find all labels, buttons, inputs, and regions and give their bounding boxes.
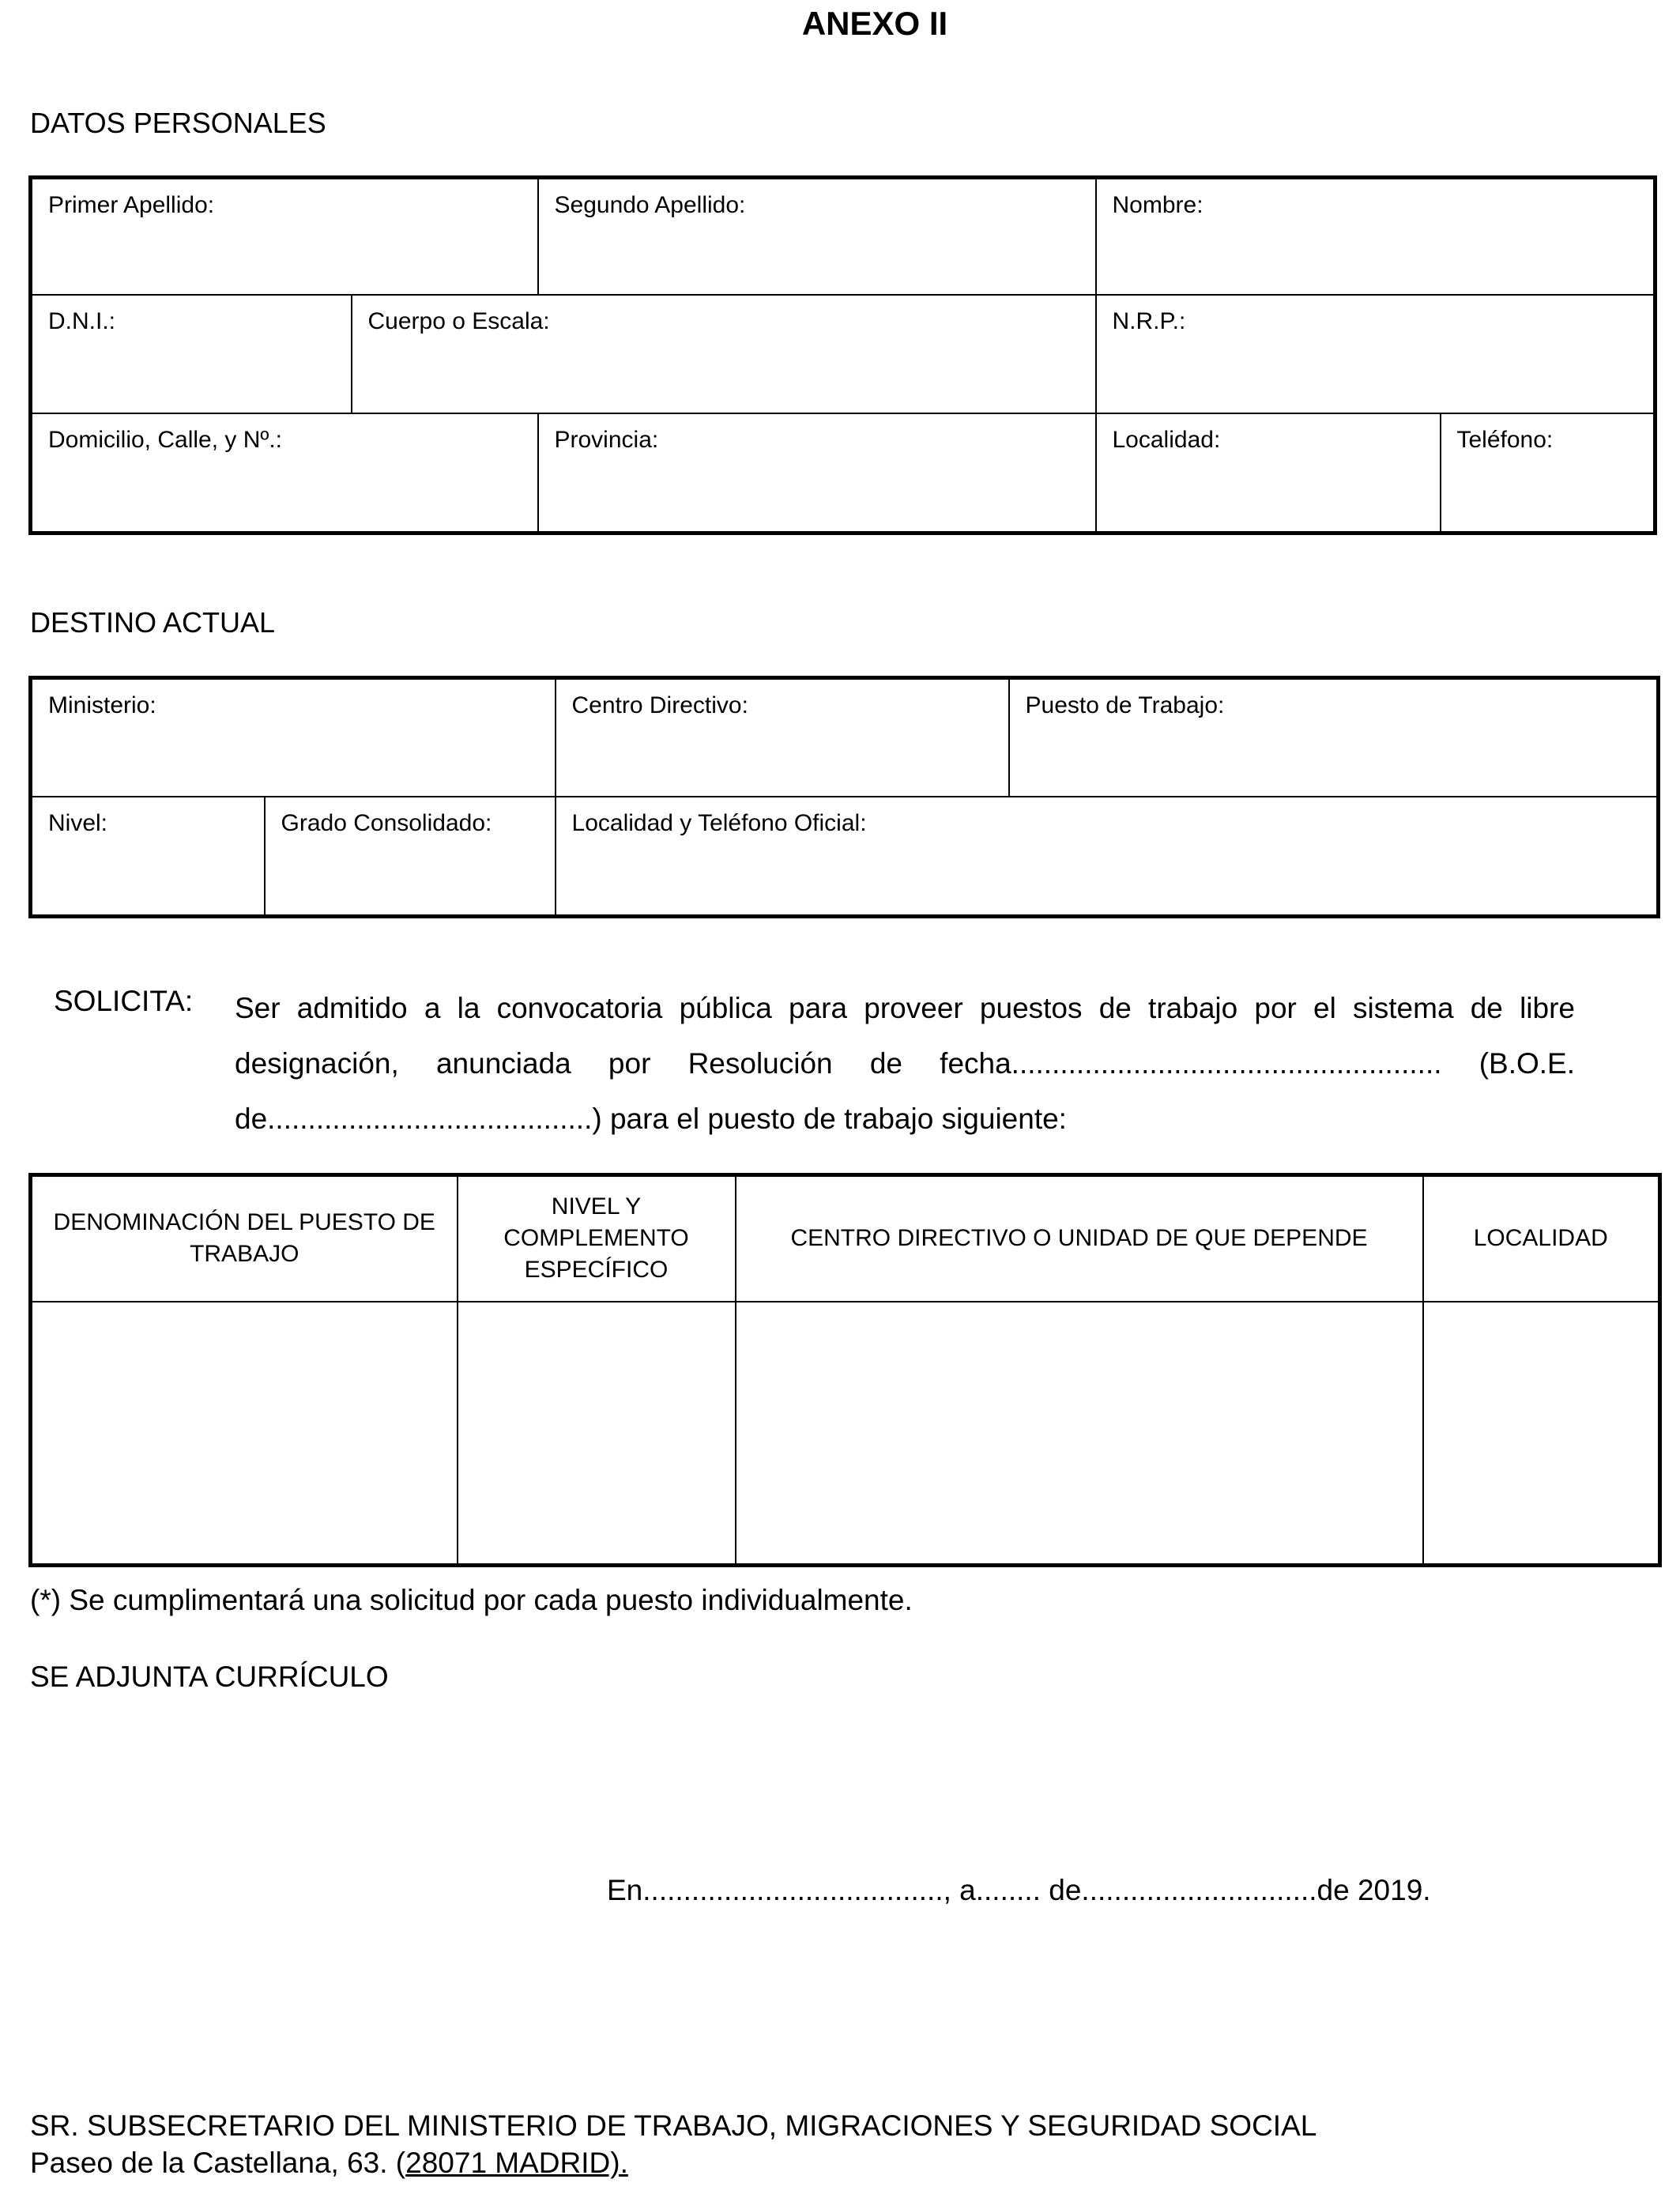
grado-consolidado-label: Grado Consolidado:: [281, 809, 492, 836]
denominacion-cell[interactable]: [31, 1302, 458, 1566]
header-localidad: LOCALIDAD: [1423, 1175, 1660, 1302]
destinatario-line2: [30, 2147, 628, 2180]
cuerpo-escala-field[interactable]: [352, 295, 1096, 413]
dni-field[interactable]: [31, 295, 352, 413]
ministerio-label: Ministerio:: [48, 692, 156, 718]
destino-actual-heading: DESTINO ACTUAL: [30, 606, 276, 639]
puesto-table: [28, 1173, 1662, 1567]
telefono-label: Teléfono:: [1456, 426, 1554, 453]
fecha-line: En....................................., a........ de.............................de 2019.: [607, 1874, 1431, 1906]
header-centro-directivo: CENTRO DIRECTIVO O UNIDAD DE QUE DEPENDE: [736, 1175, 1423, 1302]
header-denominacion: DENOMINACIÓN DEL PUESTO DE TRABAJO: [31, 1175, 458, 1302]
destinatario-line1: SR. SUBSECRETARIO DEL MINISTERIO DE TRABAJO, MIGRACIONES Y SEGURIDAD SOCIAL: [30, 2109, 1317, 2142]
domicilio-field[interactable]: [31, 413, 538, 533]
page-title: ANEXO II: [801, 5, 948, 42]
nivel-complemento-cell[interactable]: [458, 1302, 736, 1566]
puesto-trabajo-label: Puesto de Trabajo:: [1025, 692, 1225, 718]
puesto-trabajo-field[interactable]: [1009, 678, 1659, 797]
nivel-field[interactable]: [31, 797, 265, 917]
datos-personales-heading: DATOS PERSONALES: [30, 107, 326, 139]
nrp-label: N.R.P.:: [1112, 307, 1186, 334]
nombre-label: Nombre:: [1112, 192, 1203, 218]
centro-directivo-field[interactable]: [556, 678, 1009, 797]
segundo-apellido-label: Segundo Apellido:: [554, 192, 746, 218]
cuerpo-escala-label: Cuerpo o Escala:: [367, 307, 550, 334]
solicita-label: SOLICITA:: [54, 985, 194, 1017]
localidad-cell[interactable]: [1423, 1302, 1660, 1566]
dni-label: D.N.I.:: [48, 307, 116, 334]
ministerio-field[interactable]: [31, 678, 556, 797]
localidad-telefono-field[interactable]: [556, 797, 1659, 917]
provincia-label: Provincia:: [554, 426, 659, 453]
segundo-apellido-field[interactable]: [538, 178, 1096, 295]
primer-apellido-label: Primer Apellido:: [48, 192, 215, 218]
datos-personales-table: [28, 175, 1657, 535]
localidad-label: Localidad:: [1112, 426, 1221, 453]
solicita-text: Ser admitido a la convocatoria pública para proveer puestos de trabajo por el sistema de libre designación, anunciada por Resolución de fecha..................................................... (B.O.E. de........................................) para el puesto de trabajo siguiente:: [235, 992, 1575, 1135]
address-prefix: Paseo de la Castellana, 63. (: [30, 2147, 406, 2179]
footnote: (*) Se cumplimentará una solicitud por cada puesto individualmente.: [30, 1584, 913, 1616]
centro-directivo-cell[interactable]: [736, 1302, 1423, 1566]
nombre-field[interactable]: [1096, 178, 1656, 295]
localidad-field[interactable]: [1096, 413, 1441, 533]
centro-directivo-label: Centro Directivo:: [571, 692, 748, 718]
provincia-field[interactable]: [538, 413, 1096, 533]
postal-code-city: 28071 MADRID).: [405, 2147, 628, 2179]
nrp-field[interactable]: [1096, 295, 1656, 413]
header-nivel-complemento: NIVEL Y COMPLEMENTO ESPECÍFICO: [458, 1175, 736, 1302]
localidad-telefono-label: Localidad y Teléfono Oficial:: [571, 809, 867, 836]
nivel-label: Nivel:: [48, 809, 108, 836]
telefono-field[interactable]: [1441, 413, 1656, 533]
domicilio-label: Domicilio, Calle, y Nº.:: [48, 426, 283, 453]
grado-consolidado-field[interactable]: [265, 797, 556, 917]
adjunta-curriculo: SE ADJUNTA CURRÍCULO: [30, 1661, 389, 1693]
destino-actual-table: [28, 676, 1660, 918]
primer-apellido-field[interactable]: [31, 178, 538, 295]
